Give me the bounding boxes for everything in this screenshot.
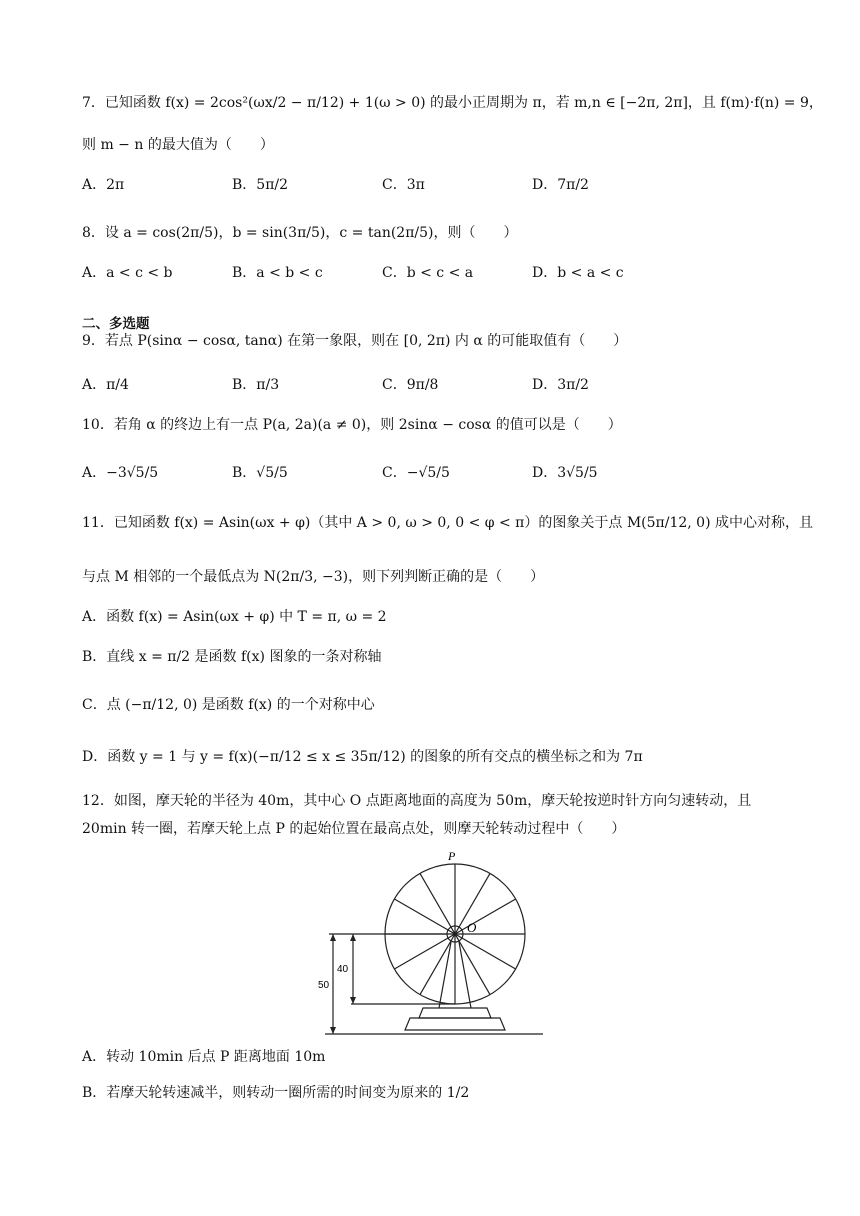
q10-option-c: C．−√5/5 (382, 465, 450, 481)
q12-stem-2: 20min 转一圈，若摩天轮上点 P 的起始位置在最高点处，则摩天轮转动过程中（ ） (82, 821, 626, 837)
q12-option-a: A．转动 10min 后点 P 距离地面 10m (82, 1049, 326, 1065)
q8-option-d: D．b < a < c (532, 265, 624, 281)
q10-stem: 10．若角 α 的终边上有一点 P(a, 2a)(a ≠ 0)，则 2sinα − cosα 的值可以是（ ） (82, 417, 622, 433)
label-40: 40 (337, 964, 349, 975)
ferris-wheel-figure (315, 848, 545, 1040)
q9-option-c: C．9π/8 (382, 377, 439, 393)
base-bottom (405, 1018, 505, 1030)
q7-option-a: A．2π (82, 177, 125, 193)
q11-stem: 11．已知函数 f(x) = Asin(ωx + φ)（其中 A > 0, ω > 0, 0 < φ < π）的图象关于点 M(5π/12, 0) 成中心对称，且 (82, 515, 813, 531)
q8-option-a: A．a < c < b (82, 265, 173, 281)
q9-option-b: B．π/3 (232, 377, 280, 393)
q12-option-b: B．若摩天轮转速减半，则转动一圈所需的时间变为原来的 1/2 (82, 1085, 470, 1101)
q9-option-a: A．π/4 (82, 377, 129, 393)
q10-option-d: D．3√5/5 (532, 465, 598, 481)
q11-option-b: B．直线 x = π/2 是函数 f(x) 图象的一条对称轴 (82, 649, 382, 665)
q11-option-d: D．函数 y = 1 与 y = f(x)(−π/12 ≤ x ≤ 35π/12) 的图象的所有交点的横坐标之和为 7π (82, 749, 643, 765)
base-top (419, 1008, 491, 1018)
q7-option-d: D．7π/2 (532, 177, 589, 193)
q9-stem: 9．若点 P(sinα − cosα, tanα) 在第一象限，则在 [0, 2π) 内 α 的可能取值有（ ） (82, 333, 628, 349)
q11-stem-2: 与点 M 相邻的一个最低点为 N(2π/3, −3)，则下列判断正确的是（ ） (82, 569, 545, 585)
q10-option-a: A．−3√5/5 (82, 465, 159, 481)
label-50: 50 (318, 980, 330, 991)
q8-option-b: B．a < b < c (232, 265, 323, 281)
q7-option-b: B．5π/2 (232, 177, 289, 193)
q12-stem: 12．如图，摩天轮的半径为 40m，其中心 O 点距离地面的高度为 50m，摩天轮按逆时针方向匀速转动，且 (82, 793, 752, 809)
q8-stem: 8．设 a = cos(2π/5)，b = sin(3π/5)，c = tan(2π/5)，则（ ） (82, 225, 518, 241)
label-o: O (467, 920, 477, 935)
q11-option-c: C．点 (−π/12, 0) 是函数 f(x) 的一个对称中心 (82, 697, 375, 713)
q7-stem-2: 则 m − n 的最大值为（ ） (82, 137, 274, 153)
q11-option-a: A．函数 f(x) = Asin(ωx + φ) 中 T = π, ω = 2 (82, 609, 387, 625)
section-heading: 二、多选题 (82, 316, 150, 332)
q8-option-c: C．b < c < a (382, 265, 474, 281)
q7-option-c: C．3π (382, 177, 425, 193)
label-p: P (448, 849, 456, 863)
q10-option-b: B．√5/5 (232, 465, 288, 481)
q9-option-d: D．3π/2 (532, 377, 589, 393)
q7-stem: 7．已知函数 f(x) = 2cos²(ωx/2 − π/12) + 1(ω > 0) 的最小正周期为 π，若 m,n ∈ [−2π, 2π]，且 f(m)·f(n) = 9， (82, 95, 823, 111)
